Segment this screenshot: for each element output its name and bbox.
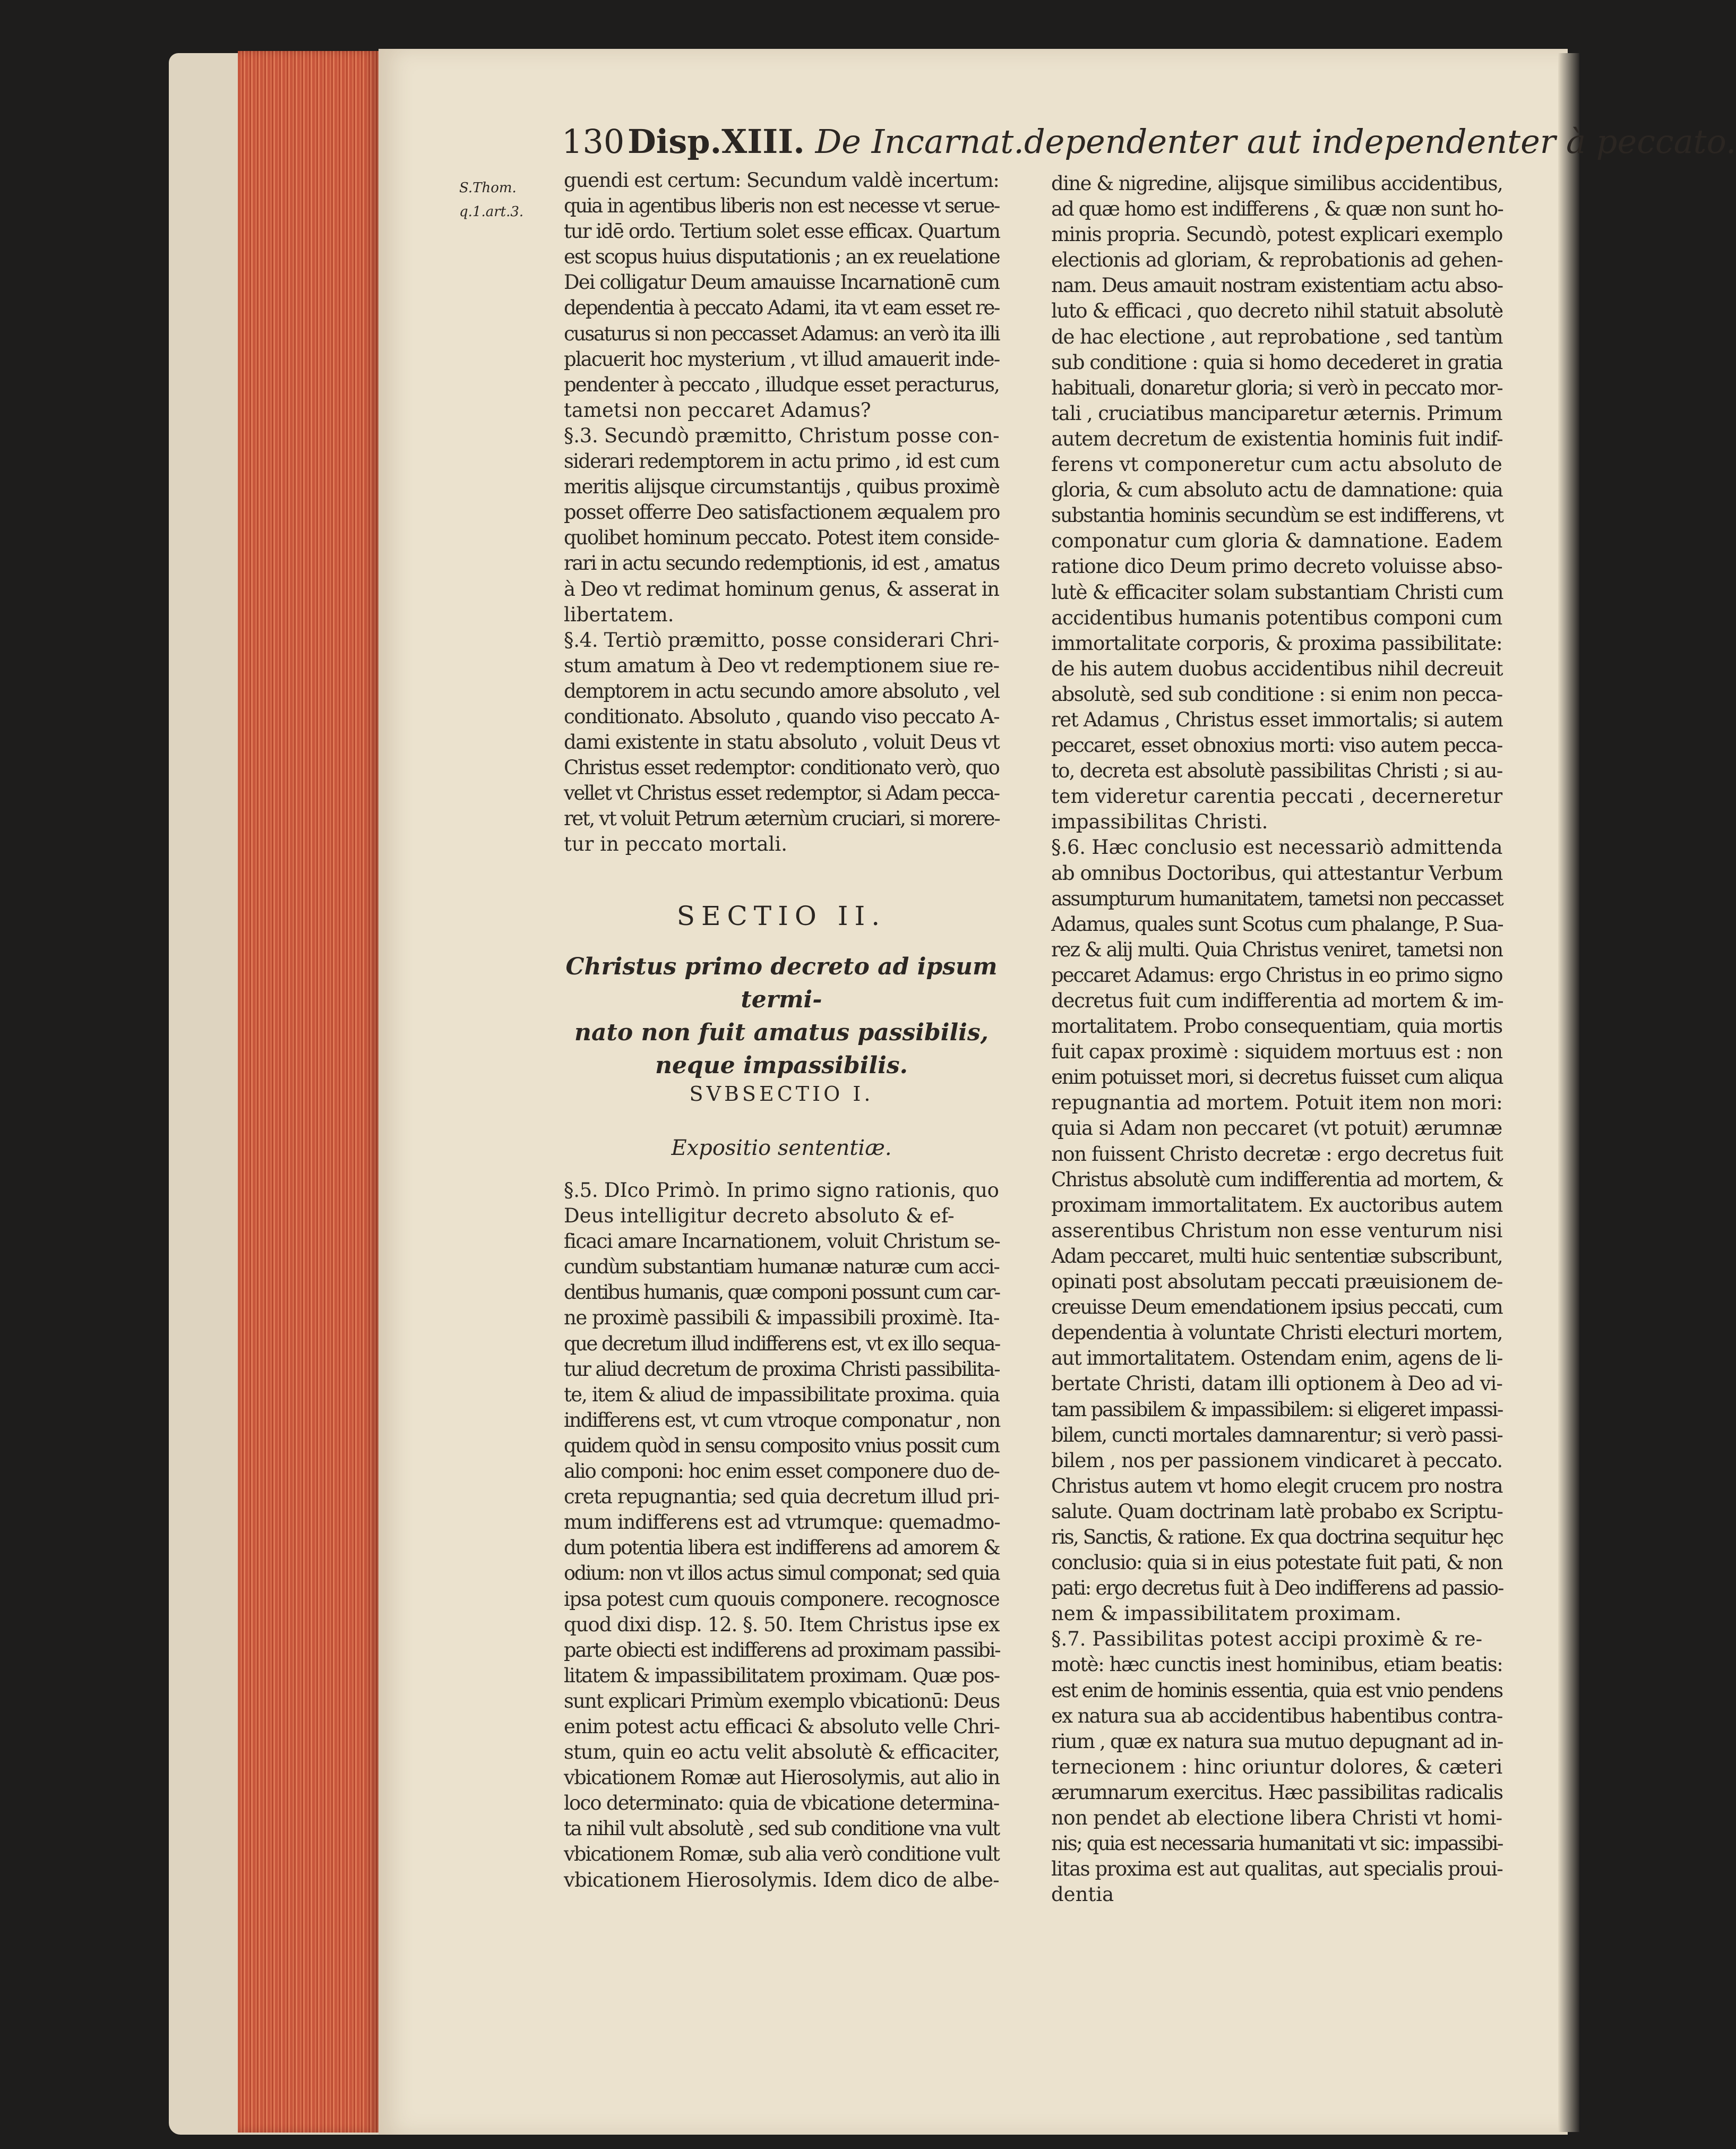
text-line: de his autem duobus accidentibus nihil decreuit: [1051, 657, 1503, 680]
text-line: bertate Christi, datam illi optionem à Deo ad vi-: [1051, 1372, 1502, 1395]
text-line: impassibilitas Christi.: [1051, 810, 1268, 834]
text-line: Deus intelligitur decreto absoluto & ef-: [564, 1204, 955, 1228]
text-line: non fuissent Christo decretæ : ergo decretus fuit: [1051, 1142, 1503, 1166]
text-line: decretus fuit cum indifferentia ad mortem & im-: [1051, 989, 1503, 1012]
text-line: rium , quæ ex natura sua mutuo depugnant ad in-: [1051, 1730, 1503, 1753]
text-line: ta nihil vult absolutè , sed sub conditione vna vult: [564, 1817, 999, 1840]
title-text: De Incarnat.dependenter aut independenter à peccato.: [815, 122, 1736, 161]
text-line: vbicationem Romæ aut Hierosolymis, aut alio in: [564, 1766, 1000, 1790]
text-line: dentibus humanis, quæ componi possunt cum car-: [564, 1281, 1000, 1304]
text-line: rari in actu secundo redemptionis, id est , amatus: [564, 552, 999, 575]
text-line: ne proximè passibili & impassibili proximè. Ita-: [564, 1306, 1000, 1330]
text-line: cusaturus si non peccasset Adamus: an verò ita illi: [564, 322, 1000, 345]
text-line: tur idē ordo. Tertium solet esse efficax. Quartum: [564, 220, 1000, 243]
text-line: tem videretur carentia peccati , decerneretur: [1051, 785, 1503, 808]
text-line: Christus autem vt homo elegit crucem pro nostra: [1051, 1474, 1502, 1497]
red-page-edges: [238, 51, 379, 2133]
text-line: ex natura sua ab accidentibus habentibus contra-: [1051, 1704, 1502, 1727]
text-line: dependentia à voluntate Christi electuri mortem,: [1051, 1321, 1502, 1345]
text-line: stum, quin eo actu velit absolutè & efficaciter,: [564, 1741, 1000, 1764]
text-line: loco determinato: quia de vbicatione determina-: [564, 1792, 999, 1815]
text-line: quolibet hominum peccato. Potest item conside-: [564, 526, 999, 550]
text-line: proximam immortalitatem. Ex auctoribus autem: [1051, 1193, 1503, 1217]
left-column-continued: [564, 1178, 999, 1893]
text-line: est enim de hominis essentia, quia est vnio pendens: [1051, 1679, 1502, 1702]
text-line: ternecionem : hinc oriuntur dolores, & cæteri: [1051, 1755, 1503, 1778]
text-line: immortalitate corporis, & proxima passibilitate:: [1051, 631, 1502, 655]
text-line: dine & nigredine, alijsque similibus accidentibus,: [1051, 172, 1503, 195]
text-line: indifferens est, vt cum vtroque componatur , non: [564, 1408, 1000, 1432]
disp-label: Disp.XIII.: [628, 122, 805, 161]
text-line: litatem & impassibilitatem proximam. Quæ pos-: [564, 1664, 1000, 1687]
text-line: minis propria. Secundò, potest explicari exemplo: [1051, 223, 1502, 246]
text-line: non pendet ab electione libera Christi vt homi-: [1051, 1806, 1502, 1829]
text-line: creta repugnantia; sed quia decretum illud pri-: [564, 1485, 999, 1509]
text-line: componatur cum gloria & damnatione. Eadem: [1051, 529, 1502, 553]
text-line: bilem, cuncti mortales damnarentur; si verò passi-: [1051, 1423, 1502, 1446]
text-line: ret, vt voluit Petrum æternùm cruciari, si morere-: [564, 807, 1000, 831]
text-line: tametsi non peccaret Adamus?: [564, 398, 871, 422]
text-line: siderari redemptorem in actu primo , id est cum: [564, 450, 999, 473]
text-line: sunt explicari Primùm exemplo vbicationū: Deus: [564, 1689, 1000, 1713]
running-title: [628, 118, 1736, 166]
text-line: ad quæ homo est indifferens , & quæ non sunt ho-: [1051, 198, 1503, 221]
text-line: nis; quia est necessaria humanitati vt sic: impassibi-: [1051, 1832, 1502, 1855]
text-line: cundùm substantiam humanæ naturæ cum acci-: [564, 1255, 999, 1279]
text-line: libertatem.: [564, 603, 674, 626]
text-line: demptorem in actu secundo amore absoluto , vel: [564, 679, 1000, 703]
section-subtitle-line: neque impassibilis.: [655, 1052, 908, 1079]
text-line: que decretum illud indifferens est, vt ex illo sequa-: [564, 1332, 1000, 1355]
text-line: alio componi: hoc enim esset componere duo de-: [564, 1460, 999, 1483]
text-line: peccaret, esset obnoxius morti: viso autem pecca-: [1051, 734, 1502, 757]
text-line: repugnantia ad mortem. Potuit item non mori:: [1051, 1091, 1503, 1115]
text-line: §.5. DIco Primò. In primo signo rationis, quo: [564, 1179, 999, 1202]
text-line: conditionato. Absoluto , quando viso peccato A-: [564, 705, 1000, 728]
section-heading: SECTIO II.: [676, 901, 887, 931]
text-line: nam. Deus amauit nostram existentiam actu abso-: [1051, 274, 1503, 297]
text-line: te, item & aliud de impassibilitate proxima. quia: [564, 1383, 1000, 1406]
text-line: meritis alijsque circumstantijs , quibus proximè: [564, 475, 1000, 499]
text-line: creuisse Deum emendationem ipsius peccati, cum: [1051, 1296, 1502, 1319]
text-line: motè: hæc cunctis inest hominibus, etiam beatis:: [1051, 1653, 1503, 1676]
text-line: §.6. Hæc conclusio est necessariò admittenda: [1051, 836, 1503, 859]
text-line: salute. Quam doctrinam latè probabo ex Scriptu-: [1051, 1500, 1503, 1523]
text-line: vbicationem Romæ, sub alia verò conditione vult: [564, 1843, 999, 1866]
text-line: Adam peccaret, multi huic sententiæ subscribunt,: [1051, 1244, 1502, 1268]
section-subtitle-line: Christus primo decreto ad ipsum termi-: [565, 953, 998, 1013]
text-line: posset offerre Deo satisfactionem æqualem pro: [564, 501, 1000, 524]
page-right-edge: [1558, 53, 1579, 2132]
text-line: mum indifferens est ad vtrumque: quemadmo-: [564, 1511, 1000, 1534]
page-number: 130: [562, 122, 625, 161]
text-line: §.4. Tertiò præmitto, posse considerari Chri-: [564, 628, 1000, 652]
text-line: vellet vt Christus esset redemptor, si Adam pecca-: [564, 782, 999, 805]
section-subtitle-line: nato non fuit amatus passibilis,: [574, 1019, 989, 1046]
text-line: guendi est certum: Secundum valdè incertum:: [564, 169, 999, 192]
text-line: est scopus huius disputationis ; an ex reuelatione: [564, 245, 1000, 269]
text-line: placuerit hoc mysterium , vt illud amauerit inde-: [564, 347, 1000, 371]
text-line: ratione dico Deum primo decreto voluisse abso-: [1051, 555, 1502, 578]
text-line: pati: ergo decretus fuit à Deo indifferens ad passio-: [1051, 1577, 1503, 1600]
text-line: tur in peccato mortali.: [564, 833, 787, 856]
text-line: à Deo vt redimat hominum genus, & asserat in: [564, 577, 999, 601]
text-line: sub conditione : quia si homo decederet in gratia: [1051, 350, 1502, 374]
text-line: de hac electione , aut reprobatione , sed tantùm: [1051, 325, 1503, 348]
margin-note-line: q.1.art.3.: [459, 204, 524, 220]
text-line: luto & efficaci , quo decreto nihil statuit absolutè: [1051, 299, 1503, 323]
left-column: [564, 168, 999, 858]
text-line: absolutè, sed sub conditione : si enim non pecca-: [1051, 682, 1502, 706]
text-line: assumpturum humanitatem, tametsi non peccasset: [1051, 887, 1503, 910]
text-line: fuit capax proximè : siquidem mortuus est : non: [1051, 1040, 1503, 1064]
text-line: pendenter à peccato , illudque esset peracturus,: [564, 373, 999, 396]
text-line: odium: non vt illos actus simul componat; sed quia: [564, 1562, 1000, 1585]
text-line: quod dixi disp. 12. §. 50. Item Christus ipse ex: [564, 1613, 1000, 1636]
text-line: §.3. Secundò præmitto, Christum posse con-: [564, 424, 1000, 447]
expositio-heading: Expositio sententiæ.: [671, 1136, 892, 1160]
text-line: §.7. Passibilitas potest accipi proximè & re-: [1051, 1628, 1483, 1651]
text-line: ris, Sanctis, & ratione. Ex qua doctrina sequitur hęc: [1051, 1525, 1503, 1548]
text-line: quidem quòd in sensu composito vnius possit cum: [564, 1434, 999, 1457]
subsection-heading: SVBSECTIO I.: [689, 1082, 874, 1106]
text-line: tali , cruciatibus manciparetur æternis. Primum: [1051, 401, 1502, 425]
text-line: ficaci amare Incarnationem, voluit Christum se-: [564, 1230, 1000, 1253]
text-line: dami existente in statu absoluto , voluit Deus vt: [564, 731, 1000, 754]
margin-note: [459, 176, 539, 224]
right-column: [1051, 171, 1502, 1907]
text-line: Christus absolutè cum indifferentia ad mortem, &: [1051, 1168, 1503, 1191]
text-line: bilem , nos per passionem vindicaret à peccato.: [1051, 1449, 1503, 1472]
margin-note-line: S.Thom.: [459, 180, 517, 196]
text-line: dum potentia libera est indifferens ad amorem &: [564, 1536, 1000, 1560]
text-line: habituali, donaretur gloria; si verò in peccato mor-: [1051, 376, 1502, 399]
text-line: autem decretum de existentia hominis fuit indif-: [1051, 427, 1503, 450]
text-line: Christus esset redemptor: conditionato verò, quo: [564, 756, 999, 780]
text-line: peccaret Adamus: ergo Christus in eo primo signo: [1051, 963, 1502, 987]
text-line: quia si Adam non peccaret (vt potuit) ærumnæ: [1051, 1117, 1502, 1140]
text-line: enim potuisset mori, si decretus fuisset cum aliqua: [1051, 1066, 1503, 1089]
text-line: accidentibus humanis potentibus componi cum: [1051, 606, 1502, 629]
text-line: conclusio: quia si in eius potestate fuit pati, & non: [1051, 1551, 1502, 1574]
text-line: ærumnarum exercitus. Hæc passibilitas radicalis: [1051, 1780, 1503, 1804]
text-line: Dei colligatur Deum amauisse Incarnationē cum: [564, 271, 1000, 294]
text-line: mortalitatem. Probo consequentiam, quia mortis: [1051, 1015, 1502, 1038]
text-line: ipsa potest cum quouis componere. recognosce: [564, 1587, 1000, 1611]
text-line: stum amatum à Deo vt redemptionem siue re-: [564, 654, 1000, 677]
text-line: gloria, & cum absoluto actu de damnatione: quia: [1051, 478, 1503, 502]
text-line: ab omnibus Doctoribus, qui attestantur Verbum: [1051, 861, 1503, 885]
text-line: dependentia à peccato Adami, ita vt eam esset re-: [564, 296, 999, 320]
text-line: Adamus, quales sunt Scotus cum phalange, P. Sua-: [1051, 912, 1503, 936]
text-line: tur aliud decretum de proxima Christi passibilita-: [564, 1357, 1000, 1381]
text-line: ret Adamus , Christus esset immortalis; si autem: [1051, 708, 1503, 731]
text-line: aut immortalitatem. Ostendam enim, agens de li-: [1051, 1347, 1502, 1370]
text-line: vbicationem Hierosolymis. Idem dico de albe-: [564, 1868, 999, 1891]
text-line: substantia hominis secundùm se est indifferens, vt: [1051, 504, 1503, 527]
text-line: asserentibus Christum non esse venturum nisi: [1051, 1219, 1502, 1242]
text-line: to, decreta est absolutè passibilitas Christi ; si au-: [1051, 759, 1502, 783]
text-line: litas proxima est aut qualitas, aut specialis proui-: [1051, 1857, 1503, 1881]
text-line: tam passibilem & impassibilem: si eligeret impassi-: [1051, 1398, 1503, 1421]
section-subtitle: [564, 951, 999, 1082]
text-line: parte obiecti est indifferens ad proximam passibi-: [564, 1638, 1000, 1662]
text-line: ferens vt componeretur cum actu absoluto de: [1051, 453, 1502, 476]
text-line: rez & alij multi. Quia Christus veniret, tametsi non: [1051, 938, 1503, 961]
text-line: electionis ad gloriam, & reprobationis ad gehen-: [1051, 249, 1503, 272]
text-line: enim potest actu efficaci & absoluto velle Chri-: [564, 1715, 1000, 1738]
text-line: quia in agentibus liberis non est necesse vt serue-: [564, 194, 1000, 218]
text-line: dentia: [1051, 1883, 1114, 1906]
text-line: nem & impassibilitatem proximam.: [1051, 1602, 1402, 1625]
text-line: lutè & efficaciter solam substantiam Christi cum: [1051, 580, 1503, 604]
running-header: [562, 118, 1736, 166]
text-line: opinati post absolutam peccati præuisionem de-: [1051, 1270, 1503, 1294]
